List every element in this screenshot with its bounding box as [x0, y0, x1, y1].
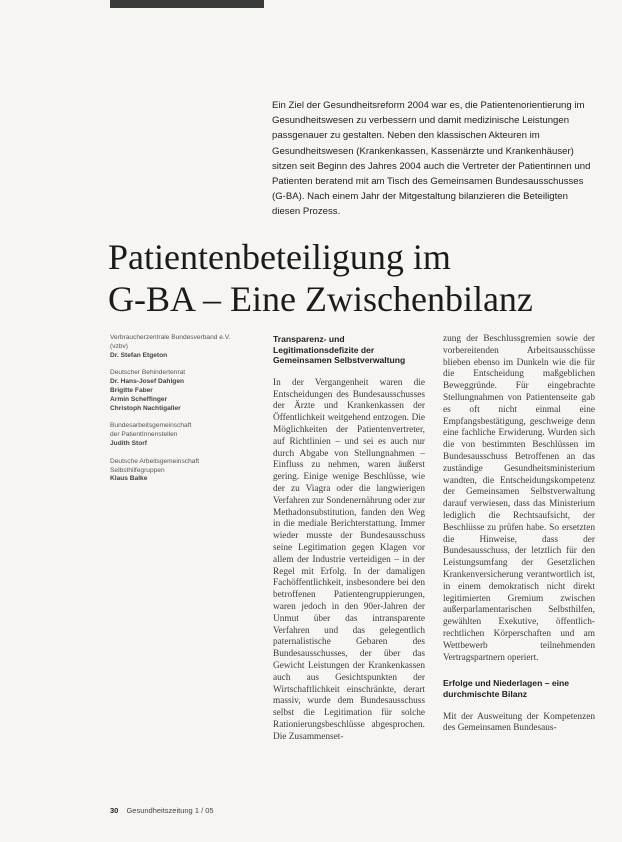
body-text: In der Vergangenheit waren die Entscheidungen des Bundesausschusses der Ärzte und Krankenkassen der Öffentlichkeit weitgehend entzogen. Die Möglichkeiten der Patientenvertreter, auf Richtlinien – und sei es auch nur durch Abgabe von Stellungnahmen – Einfluss zu nehmen, waren äußerst gering. Einige wenige Beschlüsse, wie der zu Viagra oder die langwierigen Verfahren zur Sondenernährung oder zur Methadonsubstitution, fanden den Weg in die mediale Berichterstattung. Immer wieder musste der Bundesausschuss seine Legitimation gegen Klagen vor allem der Industrie verteidigen – in der Regel mit Erfolg. In der damaligen Fachöffentlichkeit, insbesondere bei den betroffenen Patientengruppierungen, waren jedoch in den 90er-Jahren der Unmut über das intransparente Verfahren und das gelegentlich paternalistische Gebaren des Bundesausschusses, der über das Gewicht Leistungen der Krankenkassen auch aus Gesichtspunkten der Wirtschaftlichkeit einschränkte, derart massiv, wurde dem Bundesausschuss selbst die Legitimation für solche Rationierungsbeschlüsse abgesprochen. Die Zusammenset- [273, 377, 425, 742]
org-line: der PatientInnenstellen [110, 431, 178, 439]
author-group-dag-shg [110, 458, 262, 484]
author-sidebar [110, 334, 262, 493]
article-headline [108, 236, 608, 320]
body-column-2 [443, 334, 595, 735]
org-line: Verbraucherzentrale Bundesverband e.V. [110, 334, 231, 341]
section-heading: Transparenz- und Legitimationsdefizite der Gemeinsamen Selbstverwaltung [273, 334, 406, 366]
section-heading: Erfolge und Niederlagen – eine durchmischte Bilanz [443, 678, 570, 699]
headline-line-2: G-BA – Eine Zwischenbilanz [108, 279, 533, 319]
body-column-1 [273, 334, 425, 743]
org-line: Deutscher Behindertenrat [110, 369, 186, 377]
author-name: Dr. Hans-Josef Dahlgen [110, 378, 185, 386]
intro-text: Ein Ziel der Gesundheitsreform 2004 war es, die Patientenorientierung im Gesundheitswesen zu verbessern und damit medizinische Leistungen passgenauer zu gestalten. Neben den klassischen Akteuren im Gesundheitswesen (Krankenkassen, Kassenärzte und Krankenhäuser) sitzen seit Beginn des Jahres 2004 auch die Vertreter der Patientinnen und Patienten beratend mit am Tisch des Gemeinsamen Bundesausschusses (G-BA). Nach einem Jahr der Mitgestaltung bilanzieren die Beteiligten diesen Prozess. [272, 100, 591, 218]
body-text: Mit der Ausweitung der Kompetenzen des Gemeinsamen Bundesaus- [443, 711, 595, 734]
org-line: Deutsche Arbeitsgemeinschaft [110, 457, 200, 465]
page-footer [110, 806, 214, 815]
author-name: Armin Scheffinger [110, 395, 168, 403]
org-line: Bundesarbeitsgemeinschaft [110, 422, 192, 430]
publication-name: Gesundheitszeitung 1 / 05 [126, 806, 214, 815]
page-number: 30 [110, 806, 119, 815]
section-header-bar [110, 0, 264, 8]
author-group-vzbv [110, 334, 262, 360]
author-name: Klaus Balke [110, 475, 148, 483]
author-name: Christoph Nachtigaller [110, 404, 181, 412]
author-name: Brigitte Faber [110, 386, 153, 394]
author-name: Judith Storf [110, 439, 147, 447]
author-name: Dr. Stefan Etgeton [110, 351, 168, 359]
org-line: Selbsthilfegruppen [110, 466, 165, 474]
author-group-bagp [110, 422, 262, 448]
headline-line-1: Patientenbeteiligung im [108, 237, 451, 277]
body-text: zung der Beschlussgremien sowie der vorbereitenden Arbeitsausschüsse blieben ebenso im Dunkeln wie die für die Entscheidung maßgeblichen Beweggründe. Für eingebrachte Stellungnahmen von Patientenseite gab es oft nicht einmal eine Empfangsbestätigung, geschweige denn eine fachliche Erwiderung. Wurden sich die von bestimmten Beschlüssen im Bundesausschuss Betroffenen an das zuständige Gesundheitsministerium wandten, die Entscheidungskompetenz der Gemeinsamen Selbstverwaltung darauf verwiesen, dass das Ministerium lediglich die Rechtsaufsicht, der Beschlüsse zu prüfen habe. So ersetzten die Hinweise, dass der Bundesausschuss, der letztlich für den Leistungsumfang der Gesetzlichen Krankenversicherung verantwortlich ist, in einem demokratisch nicht direkt legitimierten Gremium zwischen außerparlamentarischen Selbsthilfen, gewählten Exekutive, öffentlich-rechtlichen Körperschaften und am Wettbewerb teilnehmenden Vertragspartnern operiert. [443, 334, 595, 663]
org-line: (vzbv) [110, 342, 128, 350]
author-group-behindertenrat [110, 369, 262, 413]
